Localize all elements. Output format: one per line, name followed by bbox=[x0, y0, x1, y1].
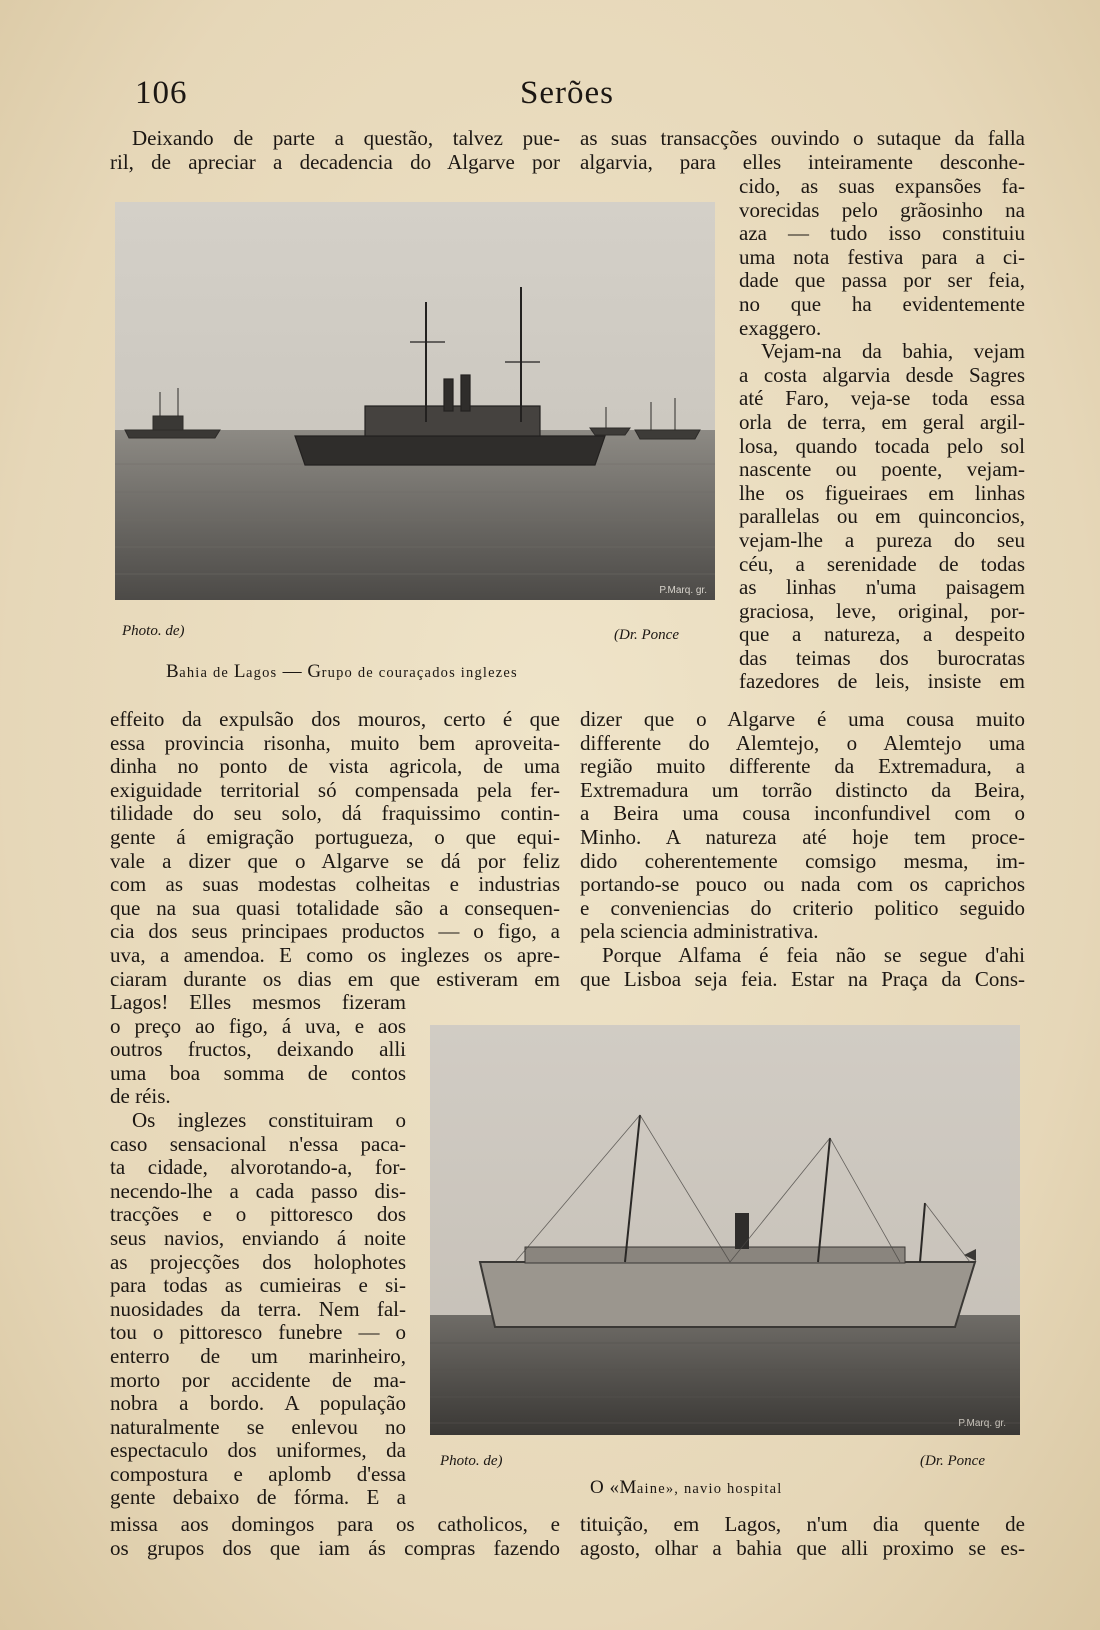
battleships-illustration bbox=[115, 202, 715, 600]
text-line: gente debaixo de fórma. E a bbox=[110, 1485, 406, 1510]
text-line: dido coherentemente comsigo mesma, im- bbox=[580, 848, 1025, 873]
text-line: tou o pittoresco funebre — o bbox=[110, 1320, 406, 1345]
engraver-mark: P.Marq. gr. bbox=[958, 1418, 1006, 1429]
text-line: vejam-lhe a pureza do seu bbox=[739, 527, 1025, 552]
text-line: agosto, olhar a bahia que alli proximo se es- bbox=[580, 1535, 1025, 1560]
text-line: vale a dizer que o Algarve se dá por feliz bbox=[110, 848, 560, 873]
text-line: tracções e o pittoresco dos bbox=[110, 1202, 406, 1227]
text-line: Vejam-na da bahia, vejam bbox=[761, 339, 1025, 364]
text-line: ciaram durante os dias em que estiveram em bbox=[110, 966, 560, 991]
text-line: morto por accidente de ma- bbox=[110, 1367, 406, 1392]
text-line: graciosa, leve, original, por- bbox=[739, 598, 1025, 623]
page-number: 106 bbox=[135, 75, 188, 111]
text-line: naturalmente se enlevou no bbox=[110, 1414, 406, 1439]
text-line: região muito differente da Extremadura, a bbox=[580, 754, 1025, 779]
text-line: Porque Alfama é feia não se segue d'ahi bbox=[602, 942, 1025, 967]
photo-credit-right: (Dr. Ponce bbox=[920, 1453, 985, 1469]
text-line: das teimas dos burocratas bbox=[739, 645, 1025, 670]
text-line: que Lisboa seja feia. Estar na Praça da Cons- bbox=[580, 966, 1025, 991]
text-line: Extremadura um torrão distincto da Beira, bbox=[580, 777, 1025, 802]
text-line: uma boa somma de contos bbox=[110, 1060, 406, 1085]
text-line: que a natureza, a despeito bbox=[739, 622, 1025, 647]
text-line: effeito da expulsão dos mouros, certo é que bbox=[110, 707, 560, 731]
text-line: differente do Alemtejo, o Alemtejo uma bbox=[580, 730, 1025, 755]
left-column-narrow bbox=[110, 991, 406, 1510]
text-line: as suas transacções ouvindo o sutaque da falla bbox=[580, 126, 1025, 150]
right-column-narrow bbox=[739, 175, 1025, 694]
text-line: os grupos dos que iam ás compras fazendo bbox=[110, 1535, 560, 1560]
photo-battleships-lagos bbox=[115, 202, 715, 600]
text-line: ril, de apreciar a decadencia do Algarve por bbox=[110, 149, 560, 174]
text-line: Minho. A natureza até hoje tem proce- bbox=[580, 824, 1025, 849]
text-line: de réis. bbox=[110, 1084, 171, 1109]
text-line: dinha no ponto de vista agricola, de uma bbox=[110, 754, 560, 779]
text-line: as linhas n'uma paisagem bbox=[739, 575, 1025, 600]
text-line: seus navios, enviando á noite bbox=[110, 1225, 406, 1250]
text-line: cido, as suas expansões fa- bbox=[739, 174, 1025, 198]
text-line: caso sensacional n'essa paca- bbox=[110, 1131, 406, 1156]
text-line: Deixando de parte a questão, talvez pue- bbox=[132, 126, 560, 150]
text-line: tituição, em Lagos, n'um dia quente de bbox=[580, 1512, 1025, 1536]
text-line: lhe os figueiraes em linhas bbox=[739, 480, 1025, 505]
text-line: até Faro, veja-se toda essa bbox=[739, 386, 1025, 411]
engraver-mark: P.Marq. gr. bbox=[659, 585, 707, 596]
text-line: tilidade do seu solo, dá fraquissimo contin- bbox=[110, 801, 560, 826]
text-line: que na sua quasi totalidade são a consequen- bbox=[110, 895, 560, 920]
text-line: portando-se pouco ou nada com os caprichos bbox=[580, 872, 1025, 897]
text-line: enterro de um marinheiro, bbox=[110, 1343, 406, 1368]
text-line: dizer que o Algarve é uma cousa muito bbox=[580, 707, 1025, 731]
text-line: as projecções dos holophotes bbox=[110, 1249, 406, 1274]
left-column-top bbox=[110, 127, 560, 174]
text-line: vorecidas pelo grãosinho na bbox=[739, 197, 1025, 222]
photo-credit-left: Photo. de) bbox=[440, 1453, 503, 1469]
text-line: exaggero. bbox=[739, 315, 822, 340]
left-column-middle bbox=[110, 708, 560, 991]
text-line: a costa algarvia desde Sagres bbox=[739, 362, 1025, 387]
text-line: Os inglezes constituiram o bbox=[132, 1107, 406, 1132]
photo-caption-maine: O «Maine», navio hospital bbox=[590, 1477, 783, 1498]
photo-credit-right: (Dr. Ponce bbox=[614, 627, 679, 643]
text-line: o preço ao figo, á uva, e aos bbox=[110, 1013, 406, 1038]
photo-maine-hospital-ship bbox=[430, 1025, 1020, 1435]
text-line: gente á emigração portugueza, o que equi- bbox=[110, 824, 560, 849]
text-line: outros fructos, deixando alli bbox=[110, 1037, 406, 1062]
text-line: necendo-lhe a cada passo dis- bbox=[110, 1178, 406, 1203]
text-line: aza — tudo isso constituiu bbox=[739, 221, 1025, 246]
hospital-ship-illustration bbox=[430, 1025, 1020, 1435]
text-line: para todas as cumieiras e si- bbox=[110, 1273, 406, 1298]
text-line: losa, quando tocada pelo sol bbox=[739, 433, 1025, 458]
text-line: ta cidade, alvorotando-a, for- bbox=[110, 1155, 406, 1180]
text-line: uva, a amendoa. E como os inglezes os apre- bbox=[110, 942, 560, 967]
right-column-bottom bbox=[580, 1513, 1025, 1560]
text-line: a Beira uma cousa inconfundivel com o bbox=[580, 801, 1025, 826]
photo-caption-battleships: Bahia de Lagos — Grupo de couraçados inglezes bbox=[166, 661, 518, 682]
right-column-middle bbox=[580, 708, 1025, 991]
text-line: cia dos seus principaes productos — o figo, a bbox=[110, 919, 560, 944]
text-line: nuosidades da terra. Nem fal- bbox=[110, 1296, 406, 1321]
text-line: essa provincia risonha, muito bem aproveita- bbox=[110, 730, 560, 755]
text-line: dade que passa por ser feia, bbox=[739, 268, 1025, 293]
text-line: nobra a bordo. A população bbox=[110, 1391, 406, 1416]
text-line: parallelas ou em quinconcios, bbox=[739, 504, 1025, 529]
text-line: e conveniencias do criterio politico seguido bbox=[580, 895, 1025, 920]
text-line: orla de terra, em geral argil- bbox=[739, 409, 1025, 434]
text-line: algarvia, para elles inteiramente desconhe- bbox=[580, 149, 1025, 174]
text-line: pela sciencia administrativa. bbox=[580, 919, 819, 944]
text-line: nascente ou poente, vejam- bbox=[739, 457, 1025, 482]
text-line: no que ha evidentemente bbox=[739, 291, 1025, 316]
text-line: uma nota festiva para a ci- bbox=[739, 244, 1025, 269]
left-column-bottom bbox=[110, 1513, 560, 1560]
text-line: com as suas modestas colheitas e industrias bbox=[110, 872, 560, 897]
text-line: missa aos domingos para os catholicos, e bbox=[110, 1512, 560, 1536]
text-line: compostura e aplomb d'essa bbox=[110, 1461, 406, 1486]
running-title: Serões bbox=[520, 75, 614, 111]
photo-credit-left: Photo. de) bbox=[122, 623, 185, 639]
text-line: Lagos! Elles mesmos fizeram bbox=[110, 990, 406, 1014]
right-column-top bbox=[580, 127, 1025, 174]
text-line: exiguidade territorial só compensada pela fer- bbox=[110, 777, 560, 802]
text-line: espectaculo dos uniformes, da bbox=[110, 1438, 406, 1463]
text-line: fazedores de leis, insiste em bbox=[739, 669, 1025, 694]
text-line: céu, a serenidade de todas bbox=[739, 551, 1025, 576]
